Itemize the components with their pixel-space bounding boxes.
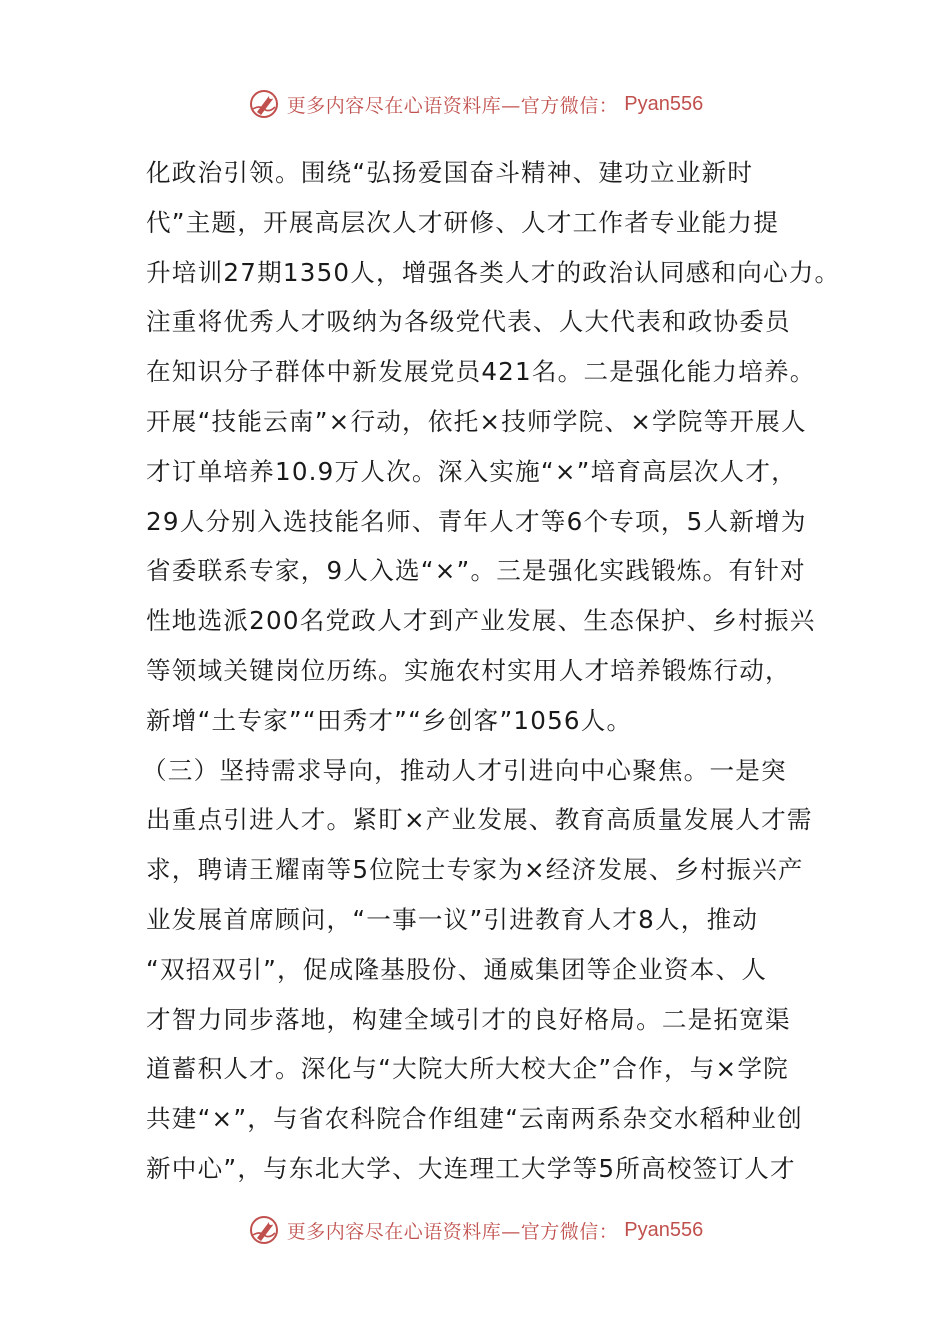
text-line: 才订单培养10.9万人次。深入实施“×”培育高层次人才，: [146, 456, 797, 486]
text-line: 化政治引领。围绕“弘扬爱国奋斗精神、建功立业新时: [146, 158, 754, 187]
pen-nib-logo-icon: [247, 87, 281, 121]
text-line: 新增“土专家”“田秀才”“乡创客”1056人。: [146, 705, 633, 735]
text-line: 新中心”，与东北大学、大连理工大学等5所高校签订人才: [146, 1153, 796, 1183]
pen-nib-logo-icon: [247, 1213, 281, 1247]
text-line: 开展“技能云南”×行动，依托×技师学院、×学院等开展人: [146, 406, 807, 436]
footer-watermark: [0, 1210, 950, 1250]
text-line: 在知识分子群体中新发展党员421名。二是强化能力培养。: [146, 357, 816, 387]
header-watermark: [0, 84, 950, 124]
text-line: 共建“×”，与省农科院合作组建“云南两系杂交水稻种业创: [146, 1104, 803, 1134]
text-line: 等领域关键岗位历练。实施农村实用人才培养锻炼行动，: [146, 655, 791, 685]
text-line: “双招双引”，促成隆基股份、通威集团等企业资本、人: [146, 954, 768, 984]
text-line: 才智力同步落地，构建全域引才的良好格局。二是拓宽渠: [146, 1004, 791, 1034]
text-line: 道蓄积人才。深化与“大院大所大校大企”合作，与×学院: [146, 1054, 789, 1084]
document-body: [142, 148, 841, 1194]
watermark-account: Pyan556: [624, 92, 704, 115]
section-heading-line: （三）坚持需求导向，推动人才引进向中心聚焦。一是突: [142, 755, 787, 785]
text-line: 升培训27期1350人，增强各类人才的政治认同感和向心力。: [146, 257, 841, 287]
watermark-text: 更多内容尽在心语资料库—官方微信：: [286, 1220, 619, 1243]
text-line: 省委联系专家，9人入选“×”。三是强化实践锻炼。有针对: [146, 556, 806, 586]
text-line: 注重将优秀人才吸纳为各级党代表、人大代表和政协委员: [146, 307, 791, 337]
text-line: 业发展首席顾问，“一事一议”引进教育人才8人，推动: [146, 904, 759, 934]
text-line: 代”主题，开展高层次人才研修、人才工作者专业能力提: [146, 207, 779, 237]
watermark-text: 更多内容尽在心语资料库—官方微信：: [286, 94, 619, 117]
text-line: 性地选派200名党政人才到产业发展、生态保护、乡村振兴: [146, 606, 816, 636]
text-line: 出重点引进人才。紧盯×产业发展、教育高质量发展人才需: [146, 805, 813, 835]
text-line: 求，聘请王耀南等5位院士专家为×经济发展、乡村振兴产: [146, 855, 804, 885]
watermark-account: Pyan556: [624, 1218, 704, 1241]
text-line: 29人分别入选技能名师、青年人才等6个专项，5人新增为: [146, 506, 807, 536]
